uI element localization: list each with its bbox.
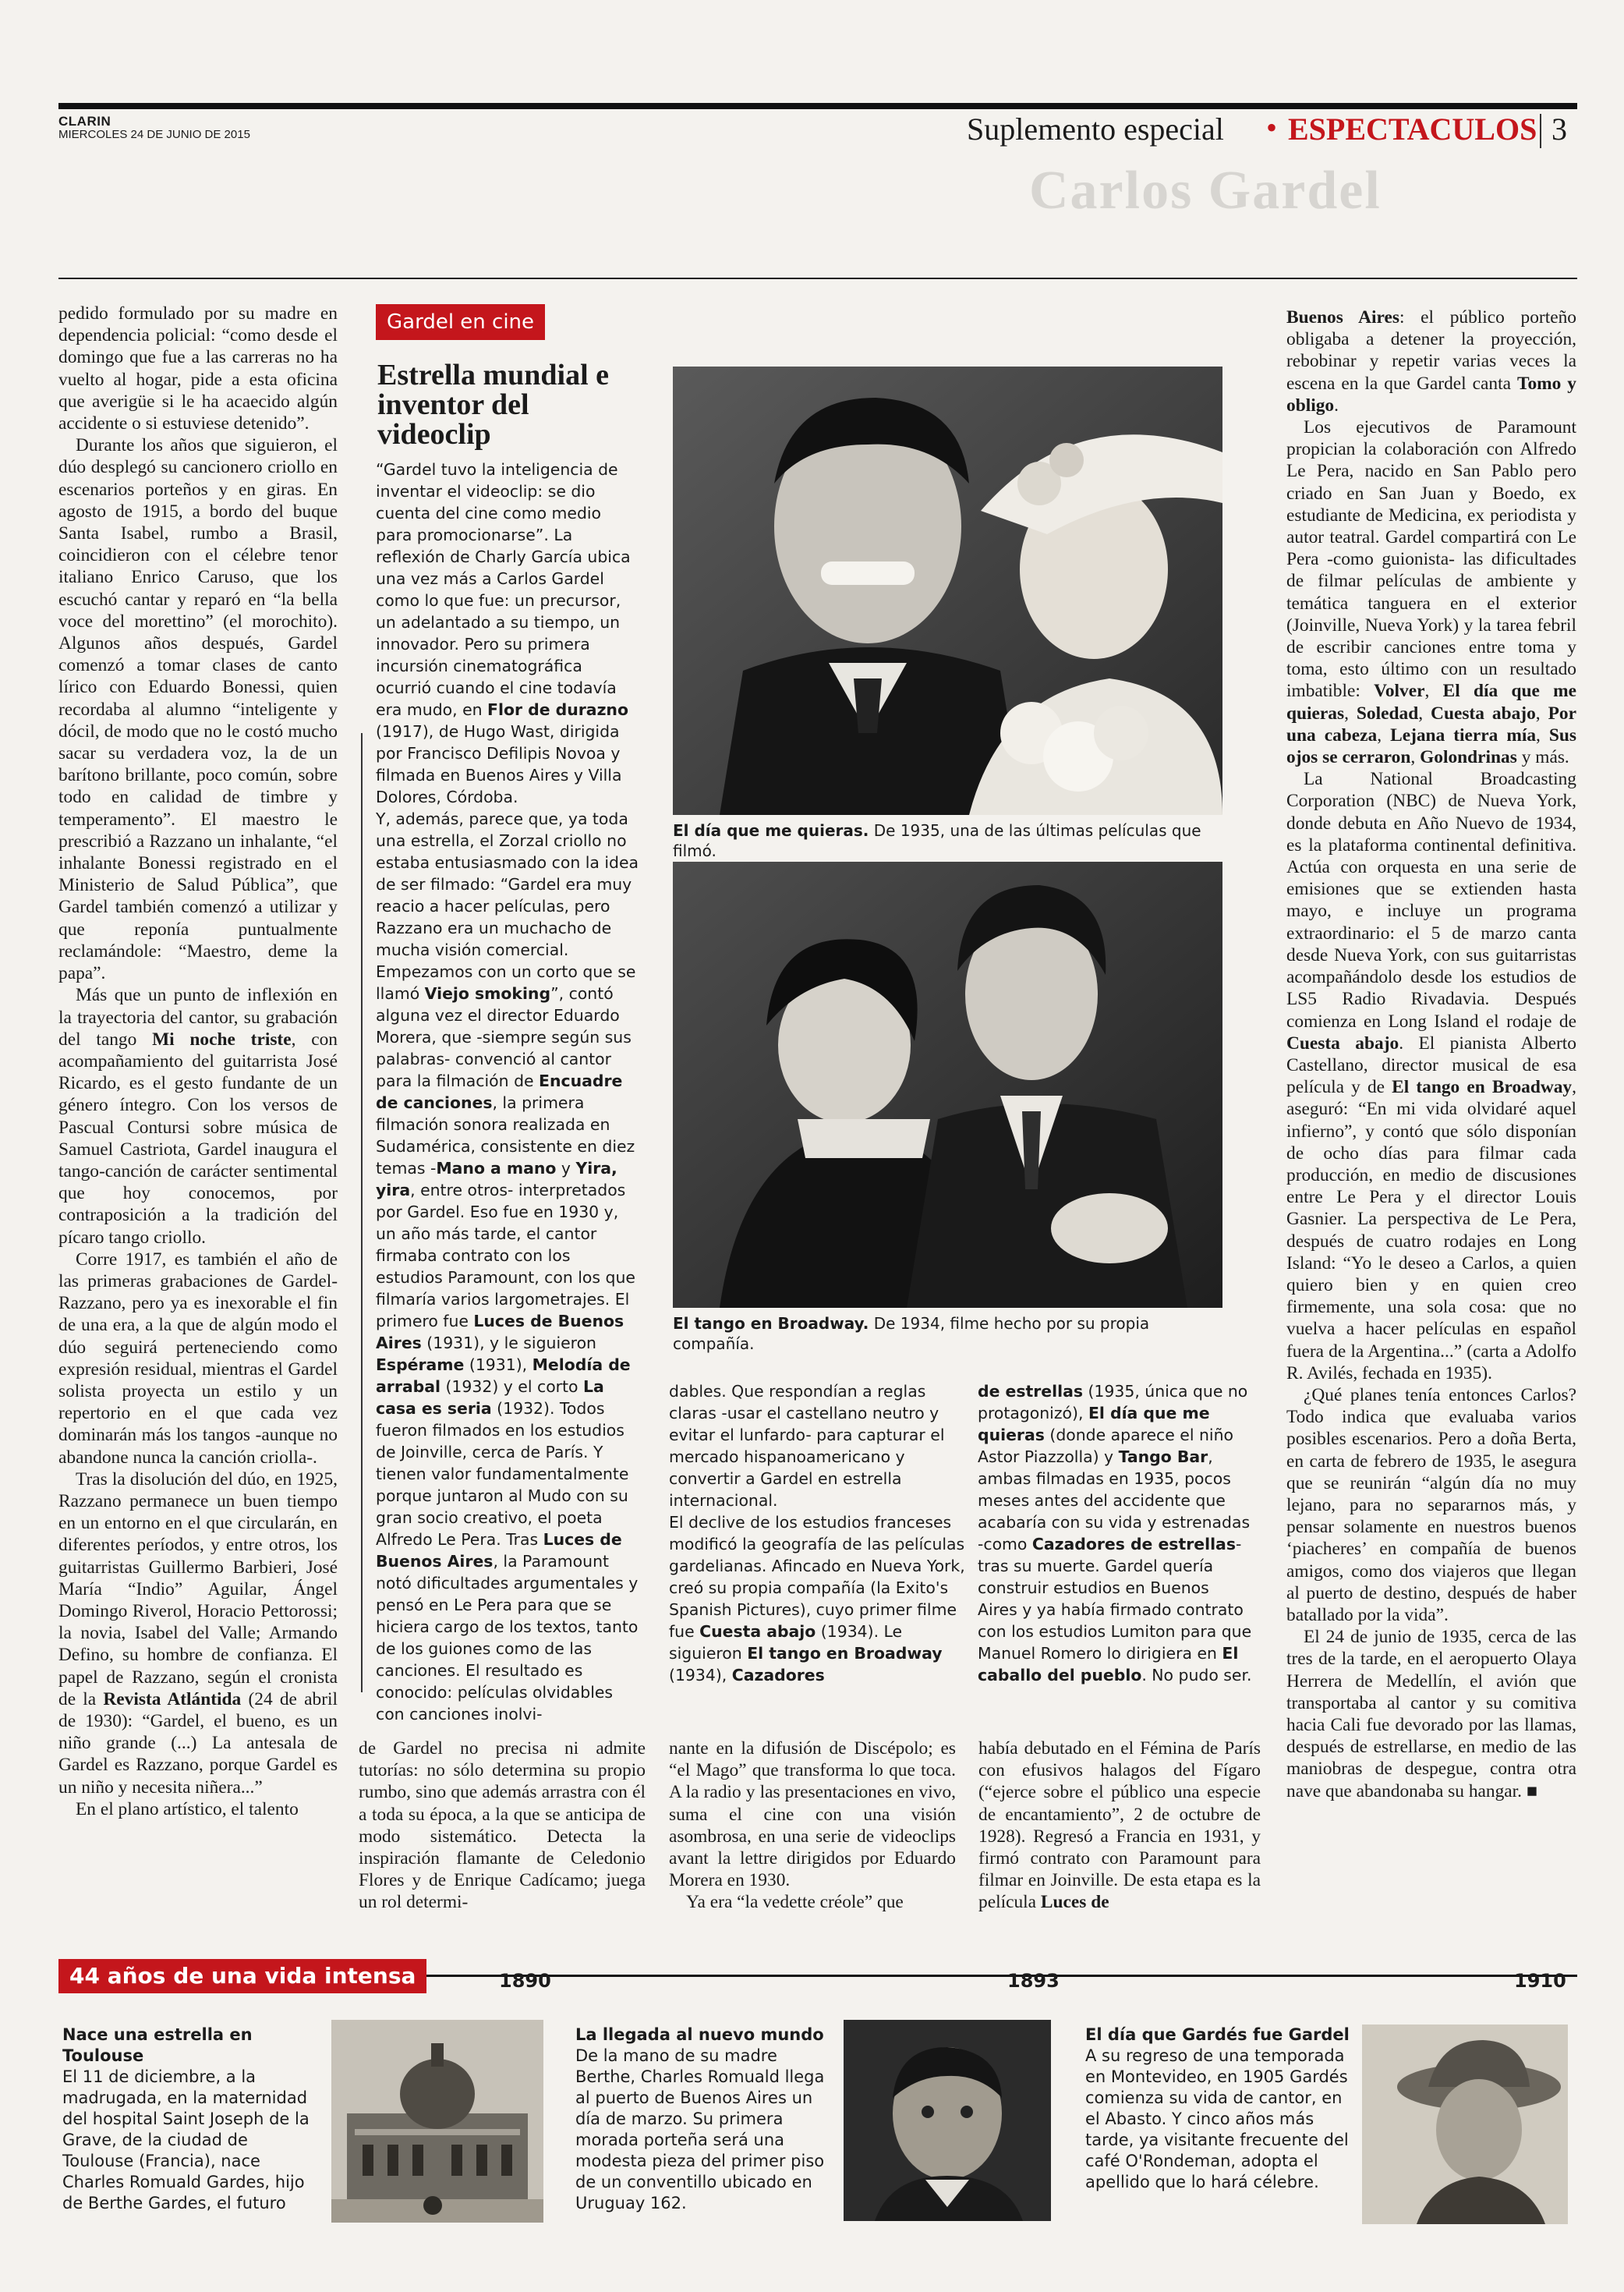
photo-caption-1: El día que me quieras. De 1935, una de las últimas películas que filmó.	[673, 821, 1201, 860]
timeline-item	[575, 2025, 840, 2214]
timeline-item-title: La llegada al nuevo mundo	[575, 2025, 824, 2044]
paragraph: de Gardel no precisa ni admite tutorías: no sólo determina su propio rumbo, sino que además arrastra con él a toda su época, a la que se anticipa de modo sistemático. Detecta la inspiración flamante de Celedonio Flores y de Enrique Cadícamo; juega un rol determi-	[359, 1738, 646, 1913]
paragraph: nante en la difusión de Discépolo; es “el Mago” que transforma lo que toca. A la radio y las presentaciones en vivo, suma el cine con una visión asombrosa, en una serie de videoclips avant la lettre dirigidos por Eduardo Morera en 1930.	[669, 1738, 956, 1891]
paragraph: El 24 de junio de 1935, cerca de las tres de la tarde, en el aeropuerto Olaya Herrera de Medellín, el avión que transportaba al cantor y su comitiva hacia Cali fue devorado por las llamas, después de estrellarse, en medio de las maniobras de despegue, contra otra nave que abandonaba su hangar. ■	[1286, 1627, 1576, 1801]
timeline-item-text: El 11 de diciembre, a la madrugada, en la maternidad del hospital Saint Joseph de la Grave, de la ciudad de Toulouse (Francia), nace Charles Romuald Gardes, hijo de Berthe Gardes, el futuro	[62, 2067, 310, 2212]
paragraph: Ya era “la vedette créole” que	[686, 1892, 904, 1913]
paragraph: Buenos Aires: el público porteño obligaba a detener la proyección, rebobinar y repetir varias veces la escena en la que Gardel canta Tomo y obligo.	[1286, 307, 1576, 416]
paragraph: Corre 1917, es también el año de las primeras grabaciones de Gardel-Razzano, pero ya es inexorable el fin de una era, a la que de algún modo el dúo seguirá perteneciendo como expresión residual, mientras el Gardel solista proyecta un estilo y un repertorio en el que cada vez dominarán más los tangos -aunque no abandone nunca la canción criolla-.	[58, 1249, 338, 1468]
paragraph: La National Broadcasting Corporation (NBC) de Nueva York, donde debuta en Año Nuevo de 1934, es la plataforma continental definitiva. Actúa con orquesta en una serie de emisiones que se extienden hasta mayo, e incluye un programa extraordinario: el 5 de marzo canta desde Nueva York, con sus guitarristas acompañándolo desde los estudios de LS5 Radio Rivadavia. Después comienza en Long Island el rodaje de Cuesta abajo. El pianista Alberto Castellano, director musical de esa película y de El tango en Broadway, aseguró: “En mi vida olvidaré aquel infierno”, y contó que sólo disponían de ocho días para filmar cada producción, en medio de discusiones entre Le Pera y el director Louis Gasnier. La perspectiva de Le Pera, después de cuatro rodajes en Long Island: “Yo le deseo a Carlos, a quien quiero bien y en quien creo firmemente, una sola cosa: que no vuelva a hacer películas en español fuera de la Argentina...” (carta a Adolfo R. Avilés, fechada en 1935).	[1286, 769, 1577, 1383]
paragraph: de estrellas (1935, única que no protagonizó), El día que me quieras (donde aparece el niño Astor Piazzolla) y Tango Bar, ambas filmadas en 1935, pocos meses antes del accidente que acabaría con su vida y estrenadas -como Cazadores de estrellas- tras su muerte. Gardel quería construir estudios en Buenos Aires y ya había firmado contrato con los estudios Lumiton para que Manuel Romero lo dirigiera en El caballo del pueblo. No pudo ser.	[978, 1382, 1252, 1684]
paragraph: pedido formulado por su madre en dependencia policial: “como desde el domingo que fue a las carreras no ha vuelto al hogar, pide a esta oficina que averigüe si le ha acaecido algún accidente o si estuviese detenido”.	[58, 303, 338, 434]
timeline-item-title: El día que Gardés fue Gardel	[1085, 2025, 1350, 2044]
photo-el-dia-que-me-quieras	[673, 367, 1222, 815]
timeline-year: 1910	[1514, 1970, 1566, 1992]
article-column-2	[359, 1738, 646, 1914]
timeline-item-text: A su regreso de una temporada en Montevideo, en 1905 Gardés comienza su vida de cantor, en el Abasto. Y cinco años más tarde, ya visitante frecuente del café O'Rondeman, adopta el apellido que lo hará célebre.	[1085, 2046, 1349, 2191]
photo-young-gardel	[1362, 2025, 1568, 2224]
photo-child-portrait	[844, 2020, 1051, 2221]
timeline-year: 1890	[499, 1970, 551, 1992]
paragraph: Tras la disolución del dúo, en 1925, Razzano permanece un buen tiempo en un entorno en el que circularán, en diferentes períodos, y entre otros, los guitarristas Guillermo Barbieri, José María “Indio” Aguilar, Ángel Domingo Riverol, Horacio Pettorossi; la novia, Isabel del Valle; Armando Defino, su hombre de confianza. El papel de Razzano, según el cronista de la Revista Atlántida (24 de abril de 1930): “Gardel, el bueno, es un niño grande (...) La antesala de Gardel es Razzano, porque Gardel es un niño y necesita niñera...”	[58, 1468, 338, 1798]
paragraph: En el plano artístico, el talento	[76, 1798, 299, 1819]
paragraph: Durante los años que siguieron, el dúo desplegó su cancionero criollo en escenarios porteños y en giras. En agosto de 1915, a bordo del buque Santa Isabel, rumbo a Brasil, coincidieron con el célebre tenor italiano Enrico Caruso, que los escuchó cantar y reparó en “la bella voce del morettino” (el morochito). Algunos años después, Gardel comenzó a tomar clases de canto lírico con Eduardo Bonessi, quien recordaba al alumno “inteligente y dócil, de modo que no le costó mucho sacar su verdadera voz, la de un barítono brillante, poco común, sobre todo en calidad de timbre y temperamento”. El maestro le prescribió a Razzano un inhalante, “el inhalante Bonessi registrado en el Ministerio de Salud Pública”, que Gardel también comenzó a utilizar y que reponía puntualmente reclamándole: “Maestro, deme la papa”.	[58, 435, 338, 984]
article-column-5	[1286, 306, 1576, 1802]
photo-el-tango-en-broadway	[673, 862, 1222, 1308]
end-mark: ■	[1526, 1780, 1538, 1801]
article-column-3	[669, 1738, 956, 1914]
header-rule	[58, 103, 1577, 109]
paragraph: Los ejecutivos de Paramount propician la colaboración con Alfredo Le Pera, nacido en San Pablo pero criado en San Juan y Boedo, ex estudiante de Medicina, ex periodista y autor teatral. Gardel compartirá con Le Pera -como guionista- las dificultades de filmar películas de ambiente y temática tanguera en el exterior (Joinville, Nueva York) y la tarea febril de escribir canciones entre toma y toma, esto último con un resultado imbatible: Volver, El día que me quieras, Soledad, Cuesta abajo, Por una cabeza, Lejana tierra mía, Sus ojos se cerraron, Golondrinas y más.	[1286, 417, 1577, 768]
portrait-illustration	[1362, 2025, 1568, 2224]
timeline-item	[1085, 2025, 1350, 2193]
article-column-4	[978, 1738, 1261, 1914]
portrait-illustration	[844, 2020, 1051, 2221]
publication-date: MIERCOLES 24 DE JUNIO DE 2015	[58, 128, 250, 141]
paragraph: ¿Qué planes tenía entonces Carlos? Todo indica que evaluaba varios posibles escenarios. Pero a doña Berta, en carta de febrero de 1935, le asegura que se reunirán “algún día no muy lejano, para no separarnos más, y pensar solamente en nuestros buenos ‘piacheres’ en compañía de buenos amigos, como dos viajeros que llegan al puerto de destino, después de haber batallado por la vida”.	[1286, 1384, 1576, 1625]
timeline-item	[62, 2025, 320, 2214]
photo-caption-2: El tango en Broadway. De 1934, filme hecho por su propia compañía.	[673, 1314, 1150, 1353]
building-illustration	[331, 2020, 543, 2223]
supplement-label: Suplemento especial	[967, 112, 1224, 147]
article-column-1	[58, 303, 338, 1820]
box-column-2	[669, 1380, 965, 1686]
timeline-item-text: De la mano de su madre Berthe, Charles Romuald llega al puerto de Buenos Aires un día de marzo. Su primera morada porteña será una modesta pieza del primer piso de un conventillo ubicado en Uruguay 162.	[575, 2046, 825, 2212]
paragraph: dables. Que respondían a reglas claras -usar el castellano neutro y evitar el lunfardo- para capturar el mercado hispanoamericano y convertir a Gardel en estrella internacional.	[669, 1382, 945, 1510]
timeline-tag: 44 años de una vida intensa	[58, 1959, 426, 1993]
paragraph: había debutado en el Fémina de París con efusivos halagos del Fígaro (“ejerce sobre el público una especie de encantamiento”, 2 de octubre de 1928). Regresó a Francia en 1931, y firmó contrato con Paramount para filmar en Joinville. De esta etapa es la película Luces de	[978, 1738, 1261, 1913]
content-rule	[58, 278, 1577, 279]
box-divider	[361, 733, 363, 1692]
timeline-item-title: Nace una estrella en Toulouse	[62, 2025, 253, 2065]
paragraph: Y, además, parece que, ya toda una estrella, el Zorzal criollo no estaba entusiasmado con la idea de ser filmado: “Gardel era muy reacio a hacer películas, pero Razzano era un muchacho de mucha visión comercial. Empezamos con un corto que se llamó Viejo smoking”, contó alguna vez el director Eduardo Morera, que -siempre según sus palabras- convenció al cantor para la filmación de Encuadre de canciones, la primera filmación sonora realizada en Sudamérica, consistente en diez temas -Mano a mano y Yira, yira, entre otros- interpretados por Gardel. Eso fue en 1930 y, un año más tarde, el cantor firmaba contrato con los estudios Paramount, con los que filmaría varios largometrajes. El primero fue Luces de Buenos Aires (1931), y le siguieron Espérame (1931), Melodía de arrabal (1932) y el corto La casa es seria (1932). Todos fueron filmados en los estudios de Joinville, cerca de París. Y tienen valor fundamentalmente porque juntaron al Mudo con su gran socio creativo, el poeta Alfredo Le Pera. Tras Luces de Buenos Aires, la Paramount notó dificultades argumentales y pensó en Le Pera para que se hiciera cargo de los textos, tanto de los guiones como de las canciones. El resultado es conocido: películas olvidables con canciones inolvi-	[376, 809, 639, 1723]
paragraph: Más que un punto de inflexión en la trayectoria del cantor, su grabación del tango Mi noche triste, con acompañamiento del guitarrista José Ricardo, es el gesto fundante de un género íntegro. Con los versos de Pascual Contursi sobre música de Samuel Castriota, Gardel inaugura el tango-canción de carácter sentimental que hoy conocemos, por contraposición a la tradición del pícaro tango criollo.	[58, 985, 338, 1248]
section-title: ESPECTACULOS	[1288, 112, 1537, 147]
box-column-3	[978, 1380, 1252, 1686]
page-separator	[1540, 114, 1541, 148]
film-still-illustration	[673, 862, 1222, 1308]
page-number: 3	[1551, 112, 1567, 147]
ghost-headline: Carlos Gardel	[1029, 161, 1382, 221]
photo-toulouse-hospital	[331, 2020, 543, 2223]
paragraph: El declive de los estudios franceses modificó la geografía de las películas gardelianas. Afincado en Nueva York, creó su propia compañía (la Exito's Spanish Pictures), cuyo primer filme fue Cuesta abajo (1934). Le siguieron El tango en Broadway (1934), Cazadores	[669, 1513, 965, 1684]
header-separator: •	[1266, 110, 1278, 145]
timeline-year: 1893	[1007, 1970, 1060, 1992]
paragraph: “Gardel tuvo la inteligencia de inventar el videoclip: se dio cuenta del cine como medio para promocionarse”. La reflexión de Charly García ubica una vez más a Carlos Gardel como lo que fue: un precursor, un adelantado a su tiempo, un innovador. Pero su primera incursión cinematográfica ocurrió cuando el cine todavía era mudo, en Flor de durazno (1917), de Hugo Wast, dirigida por Francisco Defilipis Novoa y filmada en Buenos Aires y Villa Dolores, Córdoba.	[376, 460, 631, 806]
box-tag: Gardel en cine	[376, 304, 545, 340]
box-column-1	[376, 459, 641, 1725]
publication-name: CLARIN	[58, 114, 111, 129]
box-title: Estrella mundial e inventor del videoclip	[377, 359, 609, 451]
film-still-illustration	[673, 367, 1222, 815]
